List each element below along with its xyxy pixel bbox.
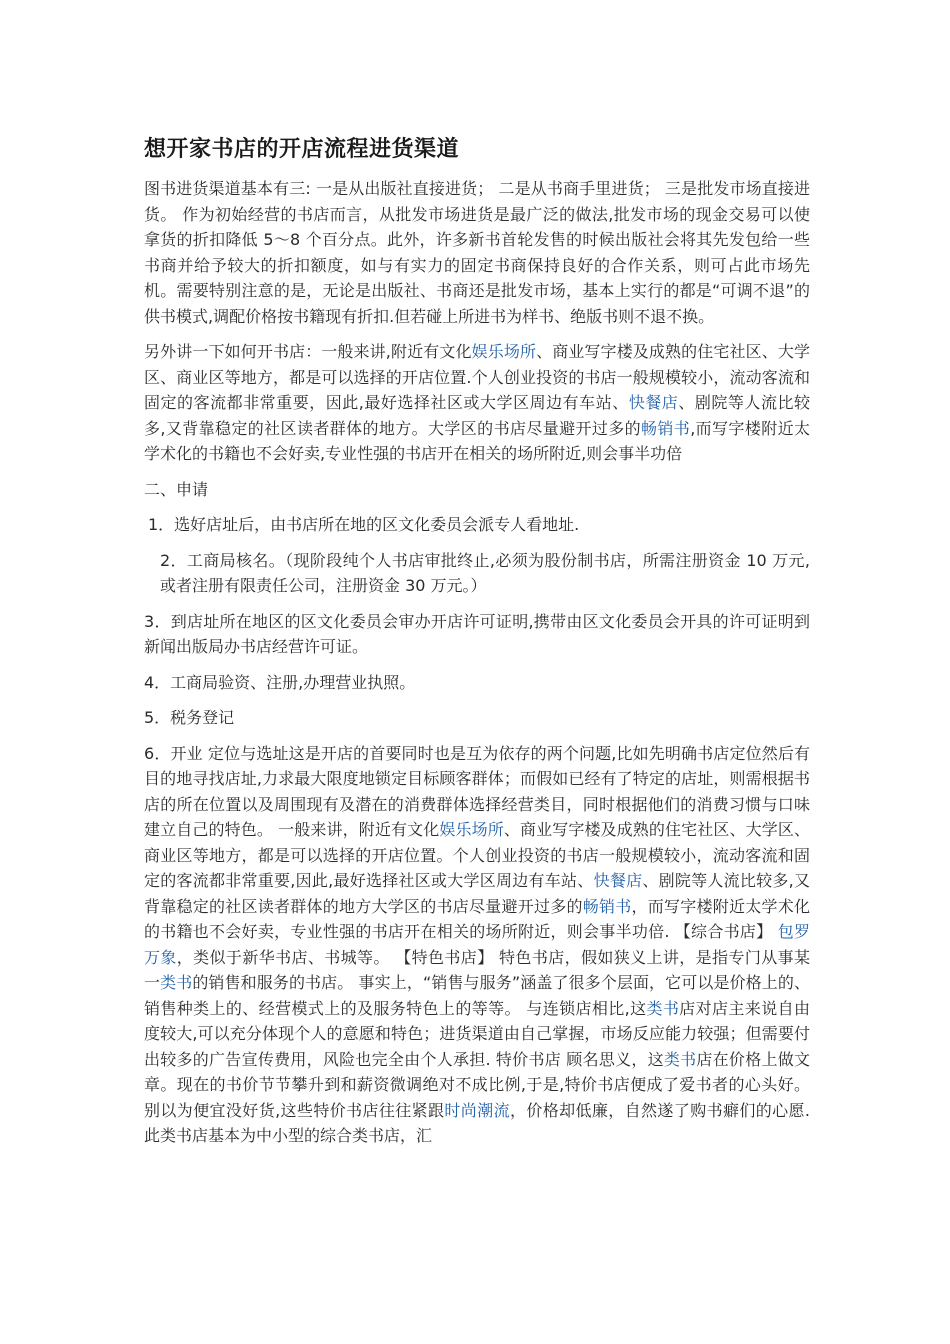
text-segment: 4．工商局验资、注册,办理营业执照。 xyxy=(144,672,416,692)
inline-link[interactable]: 类书 xyxy=(663,1049,697,1069)
text-segment: ，价格却低廉，自然遂了购书癖们的心愿.此类书店基本为中小型的综合类书店，汇 xyxy=(144,1100,810,1145)
inline-link[interactable]: 畅销书 xyxy=(582,896,632,916)
text-segment: 2．工商局核名。（现阶段纯个人书店审批终止,必须为股份制书店，所需注册资金 10 万元,或者注册有限责任公司，注册资金 30 万元。） xyxy=(160,550,810,595)
paragraph xyxy=(144,741,810,1149)
text-segment: 3．到店址所在地区的区文化委员会审办开店许可证明,携带由区文化委员会开具的许可证明到新闻出版局办书店经营许可证。 xyxy=(144,611,810,656)
text-segment: 店对店主来说自由度较大,可以充分体现个人的意愿和特色；进货渠道由自己掌握，市场反应能力较强；但需要付出较多的广告宣传费用，风险也完全由个人承担. 特价书店 顾名思义，这 xyxy=(144,998,810,1069)
inline-link[interactable]: 时尚潮流 xyxy=(444,1100,510,1120)
inline-link[interactable]: 快餐店 xyxy=(593,871,643,890)
document-page xyxy=(144,132,810,1159)
paragraph xyxy=(144,670,810,696)
text-segment: 6．开业 定位与选址这是开店的首要同时也是互为依存的两个问题,比如先明确书店定位然后有目的地寻找店址,力求最大限度地锁定目标顾客群体；而假如已经有了特定的店址，则需根据书店的所在位置以及周围现有及潜在的消费群体选择经营类目，同时根据他们的消费习惯与口味建立自己的特色。 一般来讲，附近有文化 xyxy=(144,743,810,839)
text-segment: 二、申请 xyxy=(144,479,209,499)
text-segment: 另外讲一下如何开书店：一般来讲,附近有文化 xyxy=(144,342,472,361)
inline-link[interactable]: 娱乐场所 xyxy=(471,342,537,361)
text-segment: 5．税务登记 xyxy=(144,708,235,727)
text-segment: 、剧院等人流比较多,又背靠稳定的社区读者群体的地方大学区的书店尽量避开过多的 xyxy=(144,871,810,916)
text-segment: ，而写字楼附近太学术化的书籍也不会好卖，专业性强的书店开在相关的场所附近，则会事半功倍. 【综合书店】 xyxy=(144,896,810,941)
text-segment: 的销售和服务的书店。 事实上，“销售与服务”涵盖了很多个层面，它可以是价格上的、销售种类上的、经营模式上的及服务特色上的等等。 与连锁店相比,这 xyxy=(144,973,810,1018)
text-segment: ,而写字楼附近太学术化的书籍也不会好卖,专业性强的书店开在相关的场所附近,则会事半功倍 xyxy=(144,418,810,463)
text-segment: 1．选好店址后，由书店所在地的区文化委员会派专人看地址. xyxy=(148,515,580,534)
inline-link[interactable]: 类书 xyxy=(160,973,193,992)
paragraph xyxy=(144,339,810,467)
paragraph xyxy=(144,176,810,329)
text-segment: 、剧院等人流比较多,又背靠稳定的社区读者群体的地方。大学区的书店尽量避开过多的 xyxy=(144,393,810,438)
inline-link[interactable]: 包罗万象 xyxy=(144,922,810,967)
text-segment: ，类似于新华书店、书城等。 【特色书店】 特色书店，假如狭义上讲，是指专门从事某一 xyxy=(144,947,810,992)
text-segment: 图书进货渠道基本有三: 一是从出版社直接进货； 二是从书商手里进货； 三是批发市场直接进货。 作为初始经营的书店而言，从批发市场进货是最广泛的做法,批发市场的现金交易可以使拿货的折扣降低 5～8 个百分点。此外，许多新书首轮发售的时候出版社会将其先发包给一些书商并给予较大的折扣额度，如与有实力的固定书商保持良好的合作关系，则可占此市场先机。需要特别注意的是，无论是出版社、书商还是批发市场，基本上实行的都是“可调不退”的供书模式,调配价格按书籍现有折扣.但若碰上所进书为样书、绝版书则不退不换。 xyxy=(144,179,810,326)
paragraph xyxy=(144,548,810,599)
inline-link[interactable]: 类书 xyxy=(646,998,680,1018)
document-body xyxy=(144,176,810,1149)
paragraph xyxy=(144,609,810,660)
text-segment: 、商业写字楼及成熟的住宅社区、大学区、商业区等地方，都是可以选择的开店位置.个人创业投资的书店一般规模较小，流动客流和固定的客流都非常重要，因此,最好选择社区或大学区周边有车站、 xyxy=(144,342,810,412)
text-segment: 店在价格上做文章。现在的书价节节攀升到和薪资微调绝对不成比例,于是,特价书店便成了爱书者的心头好。别以为便宜没好货,这些特价书店往往紧跟 xyxy=(144,1049,810,1120)
inline-link[interactable]: 畅销书 xyxy=(641,418,691,438)
paragraph xyxy=(144,512,810,538)
paragraph xyxy=(144,477,810,503)
inline-link[interactable]: 快餐店 xyxy=(628,393,679,412)
paragraph xyxy=(144,705,810,731)
inline-link[interactable]: 娱乐场所 xyxy=(439,820,504,839)
text-segment: 、商业写字楼及成熟的住宅社区、大学区、商业区等地方，都是可以选择的开店位置。个人创业投资的书店一般规模较小，流动客流和固定的客流都非常重要,因此,最好选择社区或大学区周边有车站、 xyxy=(144,820,810,890)
page-title: 想开家书店的开店流程进货渠道 xyxy=(144,137,460,162)
